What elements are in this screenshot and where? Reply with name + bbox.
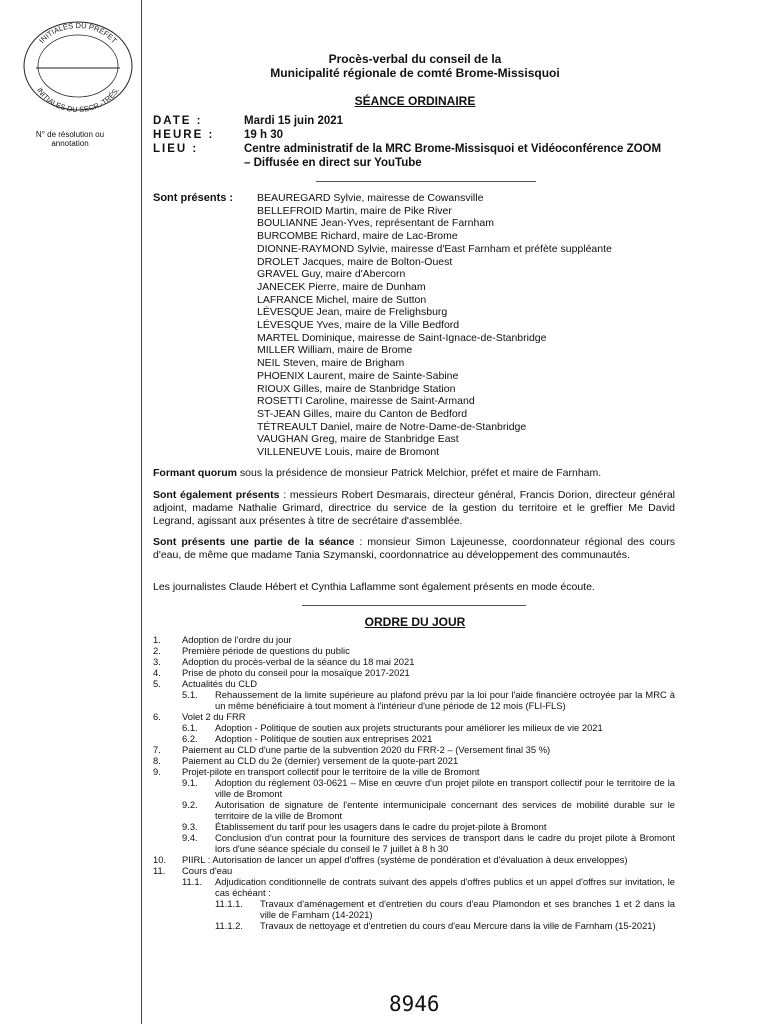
initials-seal: [22, 20, 134, 112]
present-member: GRAVEL Guy, maire d'Abercorn: [257, 268, 406, 281]
title-line-2: Municipalité régionale de comté Brome-Missisquoi: [270, 66, 560, 80]
agenda-item-text: Paiement au CLD du 2e (dernier) versement de la quote-part 2021: [182, 755, 459, 766]
agenda-item-number: 9.3.: [182, 821, 198, 832]
agenda-item-text: Adoption - Politique de soutien aux entreprises 2021: [215, 733, 433, 744]
journalists-paragraph: Les journalistes Claude Hébert et Cynthia Laflamme sont également présents en mode écoute.: [153, 581, 595, 593]
agenda-item: [153, 645, 675, 656]
quorum-paragraph: [153, 467, 675, 480]
place-row: [153, 142, 664, 170]
agenda-item-text: Travaux de nettoyage et d'entretien du cours d'eau Mercure dans la ville de Farnham (15-2021): [260, 920, 656, 931]
agenda-item-number: 11.1.1.: [215, 898, 243, 909]
present-member: MILLER William, maire de Brome: [257, 344, 413, 357]
agenda-item-number: 6.2.: [182, 733, 198, 744]
quorum-text: sous la présidence de monsieur Patrick Melchior, préfet et maire de Farnham.: [237, 467, 602, 479]
agenda-item-number: 6.1.: [182, 722, 198, 733]
also-present-paragraph: [153, 489, 675, 527]
present-member: PHOENIX Laurent, maire de Sainte-Sabine: [257, 369, 459, 382]
agenda-item-number: 5.: [153, 678, 161, 689]
present-member: BEAUREGARD Sylvie, mairesse de Cowansville: [257, 192, 484, 204]
present-member: NEIL Steven, maire de Brigham: [257, 357, 405, 370]
session-heading: SÉANCE ORDINAIRE: [354, 94, 476, 108]
present-member: ST-JEAN Gilles, maire du Canton de Bedford: [257, 407, 468, 420]
quorum-bold: Formant quorum: [153, 467, 237, 479]
agenda-item: [153, 766, 675, 777]
meeting-meta: [153, 114, 664, 170]
agenda-item-number: 10.: [153, 854, 167, 865]
title-line-1: Procès-verbal du conseil de la: [328, 52, 502, 66]
agenda-item: [153, 821, 675, 832]
agenda-item: [153, 832, 675, 854]
agenda-item-number: 2.: [153, 645, 161, 656]
agenda-item-text: Adoption - Politique de soutien aux projets structurants pour améliorer les milieux de vie 2021: [215, 722, 603, 733]
agenda-item-text: Adoption de l'ordre du jour: [182, 634, 292, 645]
agenda-item-number: 5.1.: [182, 689, 198, 700]
agenda-item-text: Prise de photo du conseil pour la mosaïque 2017-2021: [182, 667, 410, 678]
agenda-item-number: 11.: [153, 865, 166, 876]
agenda-item-number: 9.: [153, 766, 161, 777]
agenda-item-text: Conclusion d'un contrat pour la fourniture des services de transport dans le cadre du projet pilote à Bromont lors d'une séance spéciale du conseil le 7 juillet à 8 h 30: [215, 832, 675, 854]
present-member: BURCOMBE Richard, maire de Lac-Brome: [257, 230, 458, 243]
agenda-item: [153, 656, 675, 667]
agenda-item: [153, 744, 675, 755]
date-row: [153, 114, 664, 128]
agenda-item-text: Autorisation de signature de l'entente intermunicipale concernant des services de mobilité durable sur le territoire de la ville de Bromont: [215, 799, 675, 821]
agenda-item-number: 6.: [153, 711, 161, 722]
agenda-item-number: 8.: [153, 755, 161, 766]
svg-text:INITIALES DU SECR.-TRÉS.: [35, 86, 121, 112]
agenda-list: [153, 634, 675, 931]
agenda-item-number: 7.: [153, 744, 161, 755]
time-value: 19 h 30: [244, 129, 283, 141]
agenda-item: [153, 678, 675, 689]
agenda-item-text: Adoption du règlement 03-0621 – Mise en œuvre d'un projet pilote en transport collectif pour le territoire de la ville de Bromont: [215, 777, 675, 799]
margin-line: [141, 0, 142, 1024]
agenda-item-number: 11.1.2.: [215, 920, 243, 931]
agenda-item-text: Travaux d'aménagement et d'entretien du cours d'eau Plamondon et ses branches 1 et 2 dans la ville de Farnham (14-2021): [260, 898, 675, 920]
agenda-item-text: Rehaussement de la limite supérieure au plafond prévu par la loi pour l'aide financière octroyée par la MRC à un même bénéficiaire à tout moment à l'intérieur d'une période de 12 mois (FLI-FLS): [215, 689, 675, 711]
agenda-item: [153, 667, 675, 678]
present-member: VAUGHAN Greg, maire de Stanbridge East: [257, 433, 459, 446]
present-member: LÉVESQUE Jean, maire de Frelighsburg: [257, 306, 448, 319]
agenda-item-text: Première période de questions du public: [182, 645, 350, 656]
present-member: DROLET Jacques, maire de Bolton-Ouest: [257, 255, 453, 268]
date-label: DATE :: [153, 115, 203, 127]
agenda-item-text: Projet-pilote en transport collectif pour le territoire de la ville de Bromont: [182, 766, 480, 777]
agenda-item: [153, 898, 675, 920]
agenda-item: [153, 733, 675, 744]
divider: [302, 605, 526, 606]
agenda-item-number: 9.2.: [182, 799, 198, 810]
agenda-item-text: Établissement du tarif pour les usagers dans le cadre du projet-pilote à Bromont: [215, 821, 547, 832]
date-value: Mardi 15 juin 2021: [244, 115, 344, 127]
agenda-item-text: Adjudication conditionnelle de contrats suivant des appels d'offres publics et un appel d'offres sur invitation, le cas échéant :: [215, 876, 675, 898]
agenda-item-text: Adoption du procès-verbal de la séance du 18 mai 2021: [182, 656, 415, 667]
present-member: TÉTREAULT Daniel, maire de Notre-Dame-de-Stanbridge: [257, 420, 527, 433]
time-label: HEURE :: [153, 129, 215, 141]
agenda-item: [153, 689, 675, 711]
page-number: 8946: [389, 992, 440, 1016]
present-member: LAFRANCE Michel, maire de Sutton: [257, 293, 427, 306]
present-member: VILLENEUVE Louis, maire de Bromont: [257, 446, 440, 459]
divider: [316, 181, 536, 182]
agenda-item-number: 1.: [153, 634, 161, 645]
agenda-item-number: 11.1.: [182, 876, 203, 887]
agenda-item: [153, 634, 675, 645]
svg-text:INITIALES DU PRÉFET: [37, 21, 119, 45]
agenda-title: ORDRE DU JOUR: [364, 615, 466, 629]
seal-top-text: INITIALES DU PRÉFET: [37, 20, 119, 46]
agenda-item-text: Cours d'eau: [182, 865, 233, 876]
place-label: LIEU :: [153, 143, 199, 155]
present-member: BELLEFROID Martin, maire de Pike River: [257, 204, 452, 217]
agenda-item: [153, 722, 675, 733]
agenda-item: [153, 755, 675, 766]
agenda-item: [153, 854, 675, 865]
present-member: BOULIANNE Jean-Yves, représentant de Farnham: [257, 217, 494, 230]
agenda-item-text: Volet 2 du FRR: [182, 711, 246, 722]
agenda-item: [153, 777, 675, 799]
present-label: Sont présents :: [153, 192, 234, 204]
present-list: [257, 192, 612, 459]
present-member: ROSETTI Caroline, mairesse de Saint-Armand: [257, 395, 475, 408]
time-row: [153, 128, 664, 142]
also-present-bold: Sont également présents: [153, 489, 280, 501]
present-member: MARTEL Dominique, mairesse de Saint-Ignace-de-Stanbridge: [257, 331, 547, 344]
agenda-item: [153, 865, 675, 876]
agenda-item-text: Paiement au CLD d'une partie de la subvention 2020 du FRR-2 – (Versement final 35 %): [182, 744, 551, 755]
partial-present-text: : monsieur Simon Lajeunesse, coordonnateur régional des cours d'eau, de même que madame Tania Szymanski, coordonnatrice au développement des communautés.: [153, 536, 675, 561]
agenda-item-text: PIIRL : Autorisation de lancer un appel d'offres (système de pondération et d'évaluation à deux enveloppes): [182, 854, 628, 865]
agenda-item: [153, 799, 675, 821]
agenda-item-number: 4.: [153, 667, 161, 678]
agenda-item: [153, 711, 675, 722]
also-present-text: : messieurs Robert Desmarais, directeur général, Francis Dorion, directeur général adjoint, madame Nathalie Grimard, directrice du service de la gestion du territoire et le greffier Me David Legrand, agissant aux présentes à titre de secrétaire d'assemblée.: [153, 489, 675, 527]
present-member: RIOUX Gilles, maire de Stanbridge Station: [257, 382, 456, 395]
place-value: Centre administratif de la MRC Brome-Missisquoi et Vidéoconférence ZOOM – Diffusée en direct sur YouTube: [244, 143, 662, 169]
present-member: DIONNE-RAYMOND Sylvie, mairesse d'East Farnham et préfète suppléante: [257, 242, 612, 255]
agenda-item-number: 9.4.: [182, 832, 198, 843]
partial-present-bold: Sont présents une partie de la séance: [153, 536, 355, 548]
partial-present-paragraph: [153, 536, 675, 562]
present-member: JANECEK Pierre, maire de Dunham: [257, 280, 426, 293]
agenda-item: [153, 920, 675, 931]
agenda-item-number: 3.: [153, 656, 161, 667]
agenda-item: [153, 876, 675, 898]
resolution-note: N° de résolution ou annotation: [35, 130, 105, 148]
present-member: LÉVESQUE Yves, maire de la Ville Bedford: [257, 319, 460, 332]
seal-bottom-text: INITIALES DU SECR.-TRÉS.: [34, 86, 122, 112]
agenda-item-text: Actualités du CLD: [182, 678, 258, 689]
agenda-item-number: 9.1.: [182, 777, 198, 788]
